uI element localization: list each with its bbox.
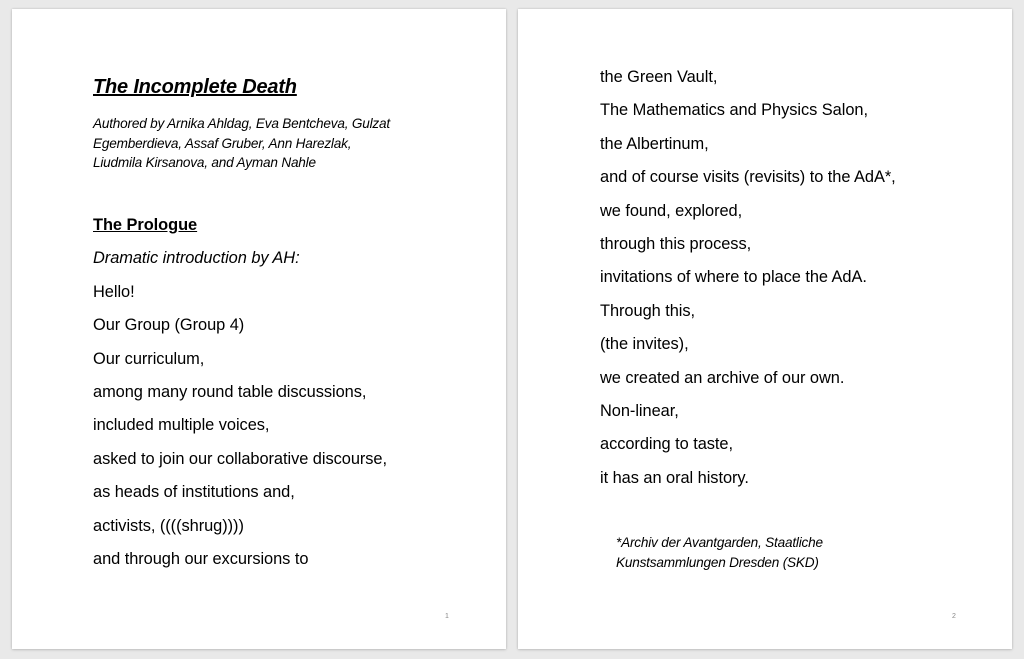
text-line: according to taste,	[600, 435, 733, 454]
text-line: The Mathematics and Physics Salon,	[600, 101, 868, 120]
text-line: and through our excursions to	[93, 549, 309, 568]
footnote-line: *Archiv der Avantgarden, Staatliche	[616, 535, 823, 550]
text-line: Our Group (Group 4)	[93, 316, 245, 335]
text-line: as heads of institutions and,	[93, 483, 295, 502]
text-line: it has an oral history.	[600, 468, 749, 487]
author-line: Authored by Arnika Ahldag, Eva Bentcheva, Gulzat	[93, 116, 390, 131]
prologue-body-continued	[600, 66, 1000, 500]
text-line: Our curriculum,	[93, 349, 205, 368]
page-number: 2	[952, 613, 956, 620]
document-title: The Incomplete Death	[93, 76, 297, 98]
text-line: the Albertinum,	[600, 134, 709, 153]
text-line: Through this,	[600, 301, 696, 320]
page-number: 1	[445, 613, 449, 620]
document-page-1	[12, 9, 506, 649]
intro-line: Dramatic introduction by AH:	[93, 249, 300, 268]
author-credits	[93, 114, 438, 173]
text-line: through this process,	[600, 234, 752, 253]
text-line: asked to join our collaborative discourse,	[93, 449, 388, 468]
text-line: Non-linear,	[600, 401, 679, 420]
text-line: and of course visits (revisits) to the AdA*,	[600, 168, 896, 187]
text-line: we created an archive of our own.	[600, 368, 845, 387]
text-line: invitations of where to place the AdA.	[600, 268, 867, 287]
text-line: among many round table discussions,	[93, 382, 367, 401]
text-line: the Green Vault,	[600, 68, 718, 86]
footnote-line: Kunstsammlungen Dresden (SKD)	[616, 555, 819, 570]
text-line: we found, explored,	[600, 201, 743, 220]
author-line: Egemberdieva, Assaf Gruber, Ann Harezlak,	[93, 135, 352, 151]
document-page-2	[518, 9, 1012, 649]
text-line: (the invites),	[600, 335, 689, 354]
prologue-body	[93, 214, 493, 581]
author-line: Liudmila Kirsanova, and Ayman Nahle	[93, 155, 316, 170]
footnote	[616, 533, 916, 573]
text-line: included multiple voices,	[93, 416, 270, 435]
text-line: activists, ((((shrug))))	[93, 516, 244, 535]
section-heading: The Prologue	[93, 216, 198, 234]
text-line: Hello!	[93, 282, 135, 301]
